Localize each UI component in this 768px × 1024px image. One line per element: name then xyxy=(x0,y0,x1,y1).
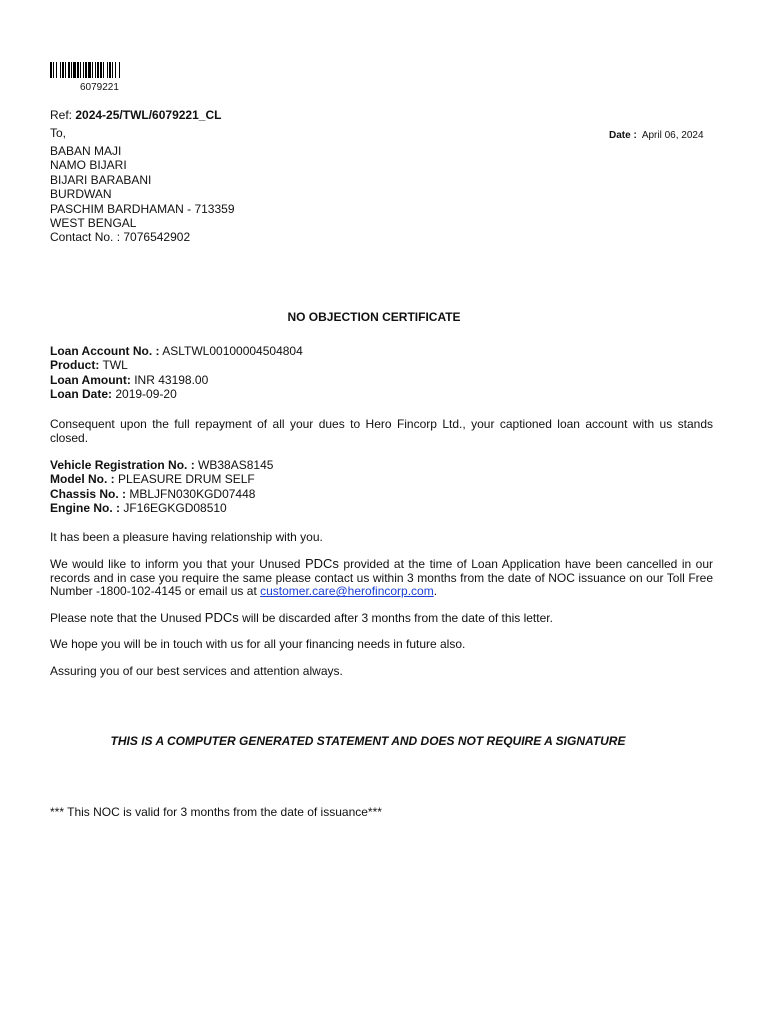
pdc-text-middle: provided at the time of Loan Application have been cancelled in our records and in case you require the same please contact us within 3 months from the date of NOC issuance on our Toll Free Number -1800-102-4145 or email us at xyxy=(50,557,713,599)
engine-row xyxy=(50,501,273,515)
loan-amount-label: Loan Amount: xyxy=(50,372,131,387)
contact-line xyxy=(50,230,235,244)
discard-text-end: will be discarded after 3 months from the date of this letter. xyxy=(242,611,553,625)
loan-account-row xyxy=(50,344,303,358)
date-line xyxy=(609,130,704,141)
loan-date-label: Loan Date: xyxy=(50,387,113,402)
validity-note: *** This NOC is valid for 3 months from the date of issuance*** xyxy=(50,805,382,819)
contact-label: Contact No. : xyxy=(50,230,121,245)
chassis-label: Chassis No. : xyxy=(50,486,127,501)
contact-value: 7076542902 xyxy=(123,230,191,245)
engine-label: Engine No. : xyxy=(50,501,120,516)
address-line: WEST BENGAL xyxy=(50,216,137,231)
barcode xyxy=(50,62,166,78)
reference-line xyxy=(50,108,221,122)
loan-date-row xyxy=(50,387,303,401)
address-line: BIJARI BARABANI xyxy=(50,172,152,187)
loan-account-value: ASLTWL00100004504804 xyxy=(162,344,303,358)
loan-details xyxy=(50,344,303,402)
model-label: Model No. : xyxy=(50,472,115,487)
to-label: To, xyxy=(50,126,67,140)
assure-paragraph: Assuring you of our best services and attention always. xyxy=(50,664,343,678)
product-value: TWL xyxy=(102,358,128,373)
loan-amount-row xyxy=(50,373,303,387)
pdc-text-end: . xyxy=(433,584,438,599)
pleasure-paragraph: It has been a pleasure having relationship with you. xyxy=(50,530,323,544)
document-title: NO OBJECTION CERTIFICATE xyxy=(287,310,461,324)
loan-amount-value: INR 43198.00 xyxy=(134,372,209,387)
chassis-row xyxy=(50,487,273,501)
address-line: PASCHIM BARDHAMAN - 713359 xyxy=(50,201,235,216)
discard-paragraph xyxy=(50,611,713,626)
engine-value: JF16EGKGD08510 xyxy=(123,501,227,516)
model-row xyxy=(50,472,273,486)
address-line: BURDWAN xyxy=(50,187,112,202)
barcode-number: 6079221 xyxy=(80,82,119,93)
vehicle-details xyxy=(50,458,273,516)
closure-paragraph: Consequent upon the full repayment of all your dues to Hero Fincorp Ltd., your captioned loan account with us stands closed. xyxy=(50,417,713,445)
pdc-word: PDCs xyxy=(304,556,339,571)
pdc-text-start: We would like to inform you that your Unused xyxy=(50,557,301,571)
registration-row xyxy=(50,458,273,472)
loan-date-value: 2019-09-20 xyxy=(115,387,177,402)
email-link[interactable]: customer.care@herofincorp.com xyxy=(260,584,434,599)
date-label: Date : xyxy=(609,130,637,141)
ref-value: 2024-25/TWL/6079221_CL xyxy=(75,108,222,122)
pdc-paragraph xyxy=(50,557,713,599)
product-row xyxy=(50,358,303,372)
hope-paragraph: We hope you will be in touch with us for all your financing needs in future also. xyxy=(50,637,466,651)
model-value: PLEASURE DRUM SELF xyxy=(118,472,255,487)
computer-generated-statement: THIS IS A COMPUTER GENERATED STATEMENT AND DOES NOT REQUIRE A SIGNATURE xyxy=(110,734,626,748)
registration-value: WB38AS8145 xyxy=(198,458,274,472)
discard-text-start: Please note that the Unused xyxy=(50,611,202,625)
address-line: NAMO BIJARI xyxy=(50,158,127,173)
product-label: Product: xyxy=(50,358,100,373)
recipient-address xyxy=(50,144,235,245)
discard-pdc-word: PDCs xyxy=(204,610,239,625)
address-line: BABAN MAJI xyxy=(50,144,122,158)
ref-label: Ref: xyxy=(50,108,73,122)
chassis-value: MBLJFN030KGD07448 xyxy=(129,486,256,501)
loan-account-label: Loan Account No. : xyxy=(50,344,160,358)
date-value: April 06, 2024 xyxy=(641,130,704,141)
registration-label: Vehicle Registration No. : xyxy=(50,458,195,472)
